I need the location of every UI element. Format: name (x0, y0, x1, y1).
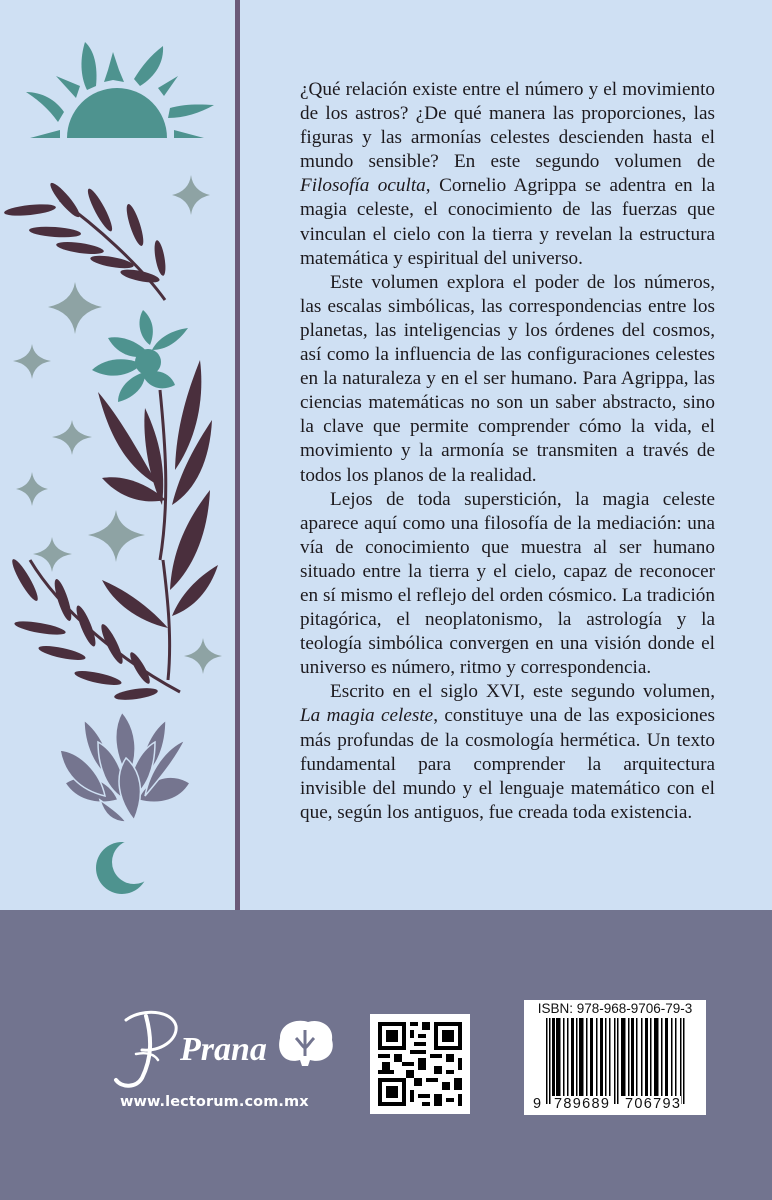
book-title-italic: Filosofía oculta (300, 175, 426, 197)
star-icon (16, 472, 48, 506)
sun-icon (26, 42, 214, 138)
back-cover-blurb (300, 78, 715, 825)
star-icon (48, 282, 102, 334)
blurb-paragraph: Escrito en el siglo XVI, este segundo volumen, La magia celeste, constituye una de las exposiciones más profundas de la cosmología hermética. Un texto fundamental para comprender la arquitectura invisible del mundo y el lenguaje matemático con el que, según los antiguos, fue creada toda existencia. (300, 681, 715, 823)
star-icon (52, 420, 92, 455)
lotus-icon (60, 712, 190, 822)
book-title-italic: La magia celeste (300, 705, 434, 727)
star-icon (13, 344, 51, 379)
star-icon (33, 537, 72, 572)
blurb-paragraph: Este volumen explora el poder de los números, las escalas simbólicas, las correspondencias entre los planetas, las inteligencias y los órdenes del cosmos, así como la influencia de las configuraciones celestes en la naturaleza y en el ser humano. Para Agrippa, las ciencias matemáticas no son un saber abstracto, sino la clave que permite comprender cómo la vida, el movimiento y la armonía se transmiten a través de todos los planos de la realidad. (300, 271, 715, 486)
branch-icon (9, 557, 180, 702)
crescent-moon-icon (96, 840, 156, 894)
star-icon (184, 638, 222, 674)
publisher-logo (112, 1008, 352, 1088)
publisher-name: Prana (180, 1031, 267, 1068)
barcode-bars (546, 1018, 688, 1104)
blurb-paragraph: Lejos de toda superstición, la magia celeste aparece aquí como una filosofía de la mediación: una vía de conocimiento que muestra al ser humano situado entre la tierra y el cielo, capaz de reconocer en sí mismo el reflejo del orden cósmico. La tradición pitagórica, el neoplatonismo, la astrología y la teología simbólica convergen en una visión donde el universo es número, ritmo y correspondencia. (300, 488, 715, 679)
qr-code (370, 1014, 470, 1114)
vertical-divider (235, 0, 240, 910)
ean-digits-left: 789689 (554, 1096, 611, 1112)
isbn-label: ISBN: 978-968-9706-79-3 (537, 1001, 693, 1016)
flower-icon (92, 310, 218, 680)
decorative-column (0, 0, 235, 910)
branch-icon (4, 180, 168, 300)
isbn-barcode (524, 1000, 706, 1115)
star-icon (172, 175, 210, 215)
star-icon (88, 510, 145, 562)
ean-digits-right: 706793 (625, 1096, 682, 1112)
publisher-website-link[interactable]: www.lectorum.com.mx (120, 1094, 309, 1110)
ean-digit-first: 9 (533, 1096, 542, 1112)
tree-icon (279, 1021, 333, 1066)
blurb-paragraph: ¿Qué relación existe entre el número y el movimiento de los astros? ¿De qué manera las proporciones, las figuras y las armonías celestes descienden hasta el mundo sensible? En este segundo volumen de Filosofía oculta, Cornelio Agrippa se adentra en la magia celeste, el conocimiento de las fuerzas que vinculan el cielo con la tierra y revelan la estructura matemática y espiritual del universo. (300, 79, 715, 269)
